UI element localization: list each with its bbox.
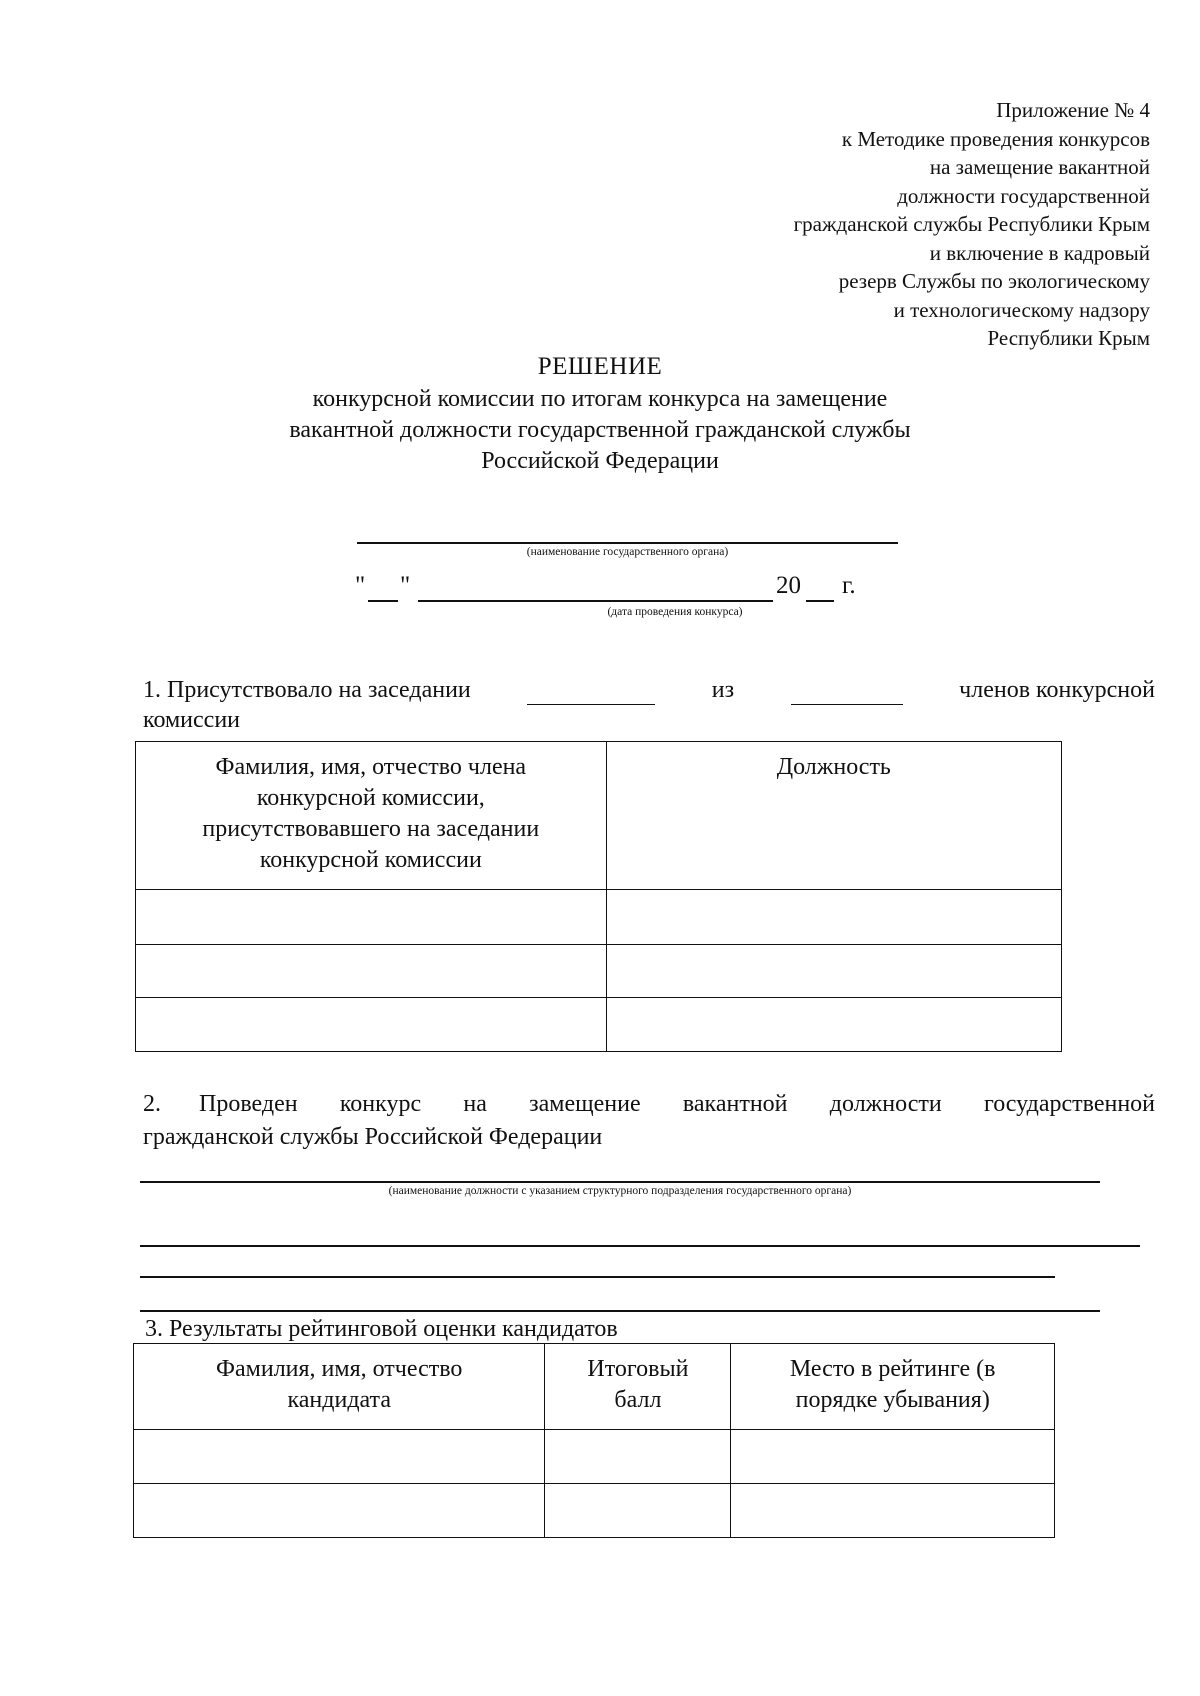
table-cell xyxy=(545,1430,731,1484)
table-cell xyxy=(134,1484,545,1538)
table-row xyxy=(136,945,1062,998)
organ-name-line xyxy=(357,542,898,544)
table-row xyxy=(134,1484,1055,1538)
position-line-3 xyxy=(140,1276,1055,1278)
table-row xyxy=(136,890,1062,945)
table-cell xyxy=(731,1484,1055,1538)
table-header-row xyxy=(136,742,1062,890)
appendix-line: и технологическому надзору xyxy=(893,297,1150,322)
appendix-header xyxy=(794,96,1150,353)
date-month-blank xyxy=(418,600,773,602)
table-row xyxy=(136,998,1062,1052)
organ-name-caption: (наименование государственного органа) xyxy=(526,546,729,558)
candidate-name-header: Фамилия, имя, отчество кандидата xyxy=(134,1344,545,1430)
position-line-4 xyxy=(140,1310,1100,1312)
appendix-line: должности государственной xyxy=(897,183,1150,208)
date-year-prefix: 20 xyxy=(776,572,801,599)
section-1-line-2: комиссии xyxy=(143,707,241,733)
table-cell xyxy=(731,1430,1055,1484)
appendix-line: на замещение вакантной xyxy=(929,155,1150,179)
document-title: РЕШЕНИЕ xyxy=(537,353,663,380)
rating-place-header: Место в рейтинге (в порядке убывания) xyxy=(731,1344,1055,1430)
section-2-paragraph xyxy=(143,1088,1155,1154)
date-year-blank xyxy=(806,600,834,602)
table-cell xyxy=(606,890,1061,945)
appendix-line: Приложение № 4 xyxy=(996,98,1150,122)
appendix-line: гражданской службы Республики Крым xyxy=(793,212,1150,236)
section-1-text-a: 1. Присутствовало на заседании xyxy=(143,677,471,703)
section-1-text-b: из xyxy=(711,677,735,703)
appendix-line: к Методике проведения конкурсов xyxy=(841,126,1150,151)
table-row xyxy=(134,1430,1055,1484)
date-caption: (дата проведения конкурса) xyxy=(607,606,743,618)
appendix-line: и включение в кадровый xyxy=(929,240,1150,265)
table-cell xyxy=(606,998,1061,1052)
section-2-number: 2. xyxy=(143,1091,161,1117)
date-quote-close: " xyxy=(400,572,411,599)
final-score-header: Итоговый балл xyxy=(545,1344,731,1430)
candidate-rating-table xyxy=(133,1343,1055,1538)
section-2-line-1 xyxy=(143,1088,1155,1121)
table-cell xyxy=(606,945,1061,998)
member-name-header: Фамилия, имя, отчество члена конкурсной комиссии, присутствовавшего на заседании конкурсной комиссии xyxy=(136,742,607,890)
table-cell xyxy=(136,890,607,945)
table-header-row xyxy=(134,1344,1055,1430)
title-block xyxy=(200,350,1000,477)
subtitle-line: конкурсной комиссии по итогам конкурса на замещение xyxy=(312,386,888,412)
section-3-heading: 3. Результаты рейтинговой оценки кандидатов xyxy=(145,1316,618,1342)
appendix-line: Республики Крым xyxy=(987,326,1150,350)
section-2-text-1: Проведен конкурс на замещение вакантной должности государственной xyxy=(199,1091,1155,1117)
subtitle-line: вакантной должности государственной гражданской службы xyxy=(289,417,911,443)
appendix-line: резерв Службы по экологическому xyxy=(838,269,1150,293)
section-2-line-2: гражданской службы Российской Федерации xyxy=(143,1124,603,1150)
table-cell xyxy=(136,998,607,1052)
table-cell xyxy=(545,1484,731,1538)
table-cell xyxy=(136,945,607,998)
present-count-blank xyxy=(527,680,655,705)
position-name-caption: (наименование должности с указанием структурного подразделения государственного органа) xyxy=(388,1185,852,1197)
member-position-header: Должность xyxy=(606,742,1061,890)
position-line-2 xyxy=(140,1245,1140,1247)
total-count-blank xyxy=(791,680,903,705)
table-cell xyxy=(134,1430,545,1484)
section-1-paragraph xyxy=(143,675,1155,735)
date-year-suffix: г. xyxy=(842,572,856,599)
section-1-line-1 xyxy=(143,675,1155,705)
date-day-blank xyxy=(368,600,398,602)
section-1-text-c: членов конкурсной xyxy=(959,677,1155,703)
position-name-line xyxy=(140,1181,1100,1183)
document-subtitle xyxy=(200,384,1000,477)
date-quote-open: " xyxy=(355,572,366,599)
commission-members-table xyxy=(135,741,1062,1052)
subtitle-line: Российской Федерации xyxy=(481,448,719,474)
